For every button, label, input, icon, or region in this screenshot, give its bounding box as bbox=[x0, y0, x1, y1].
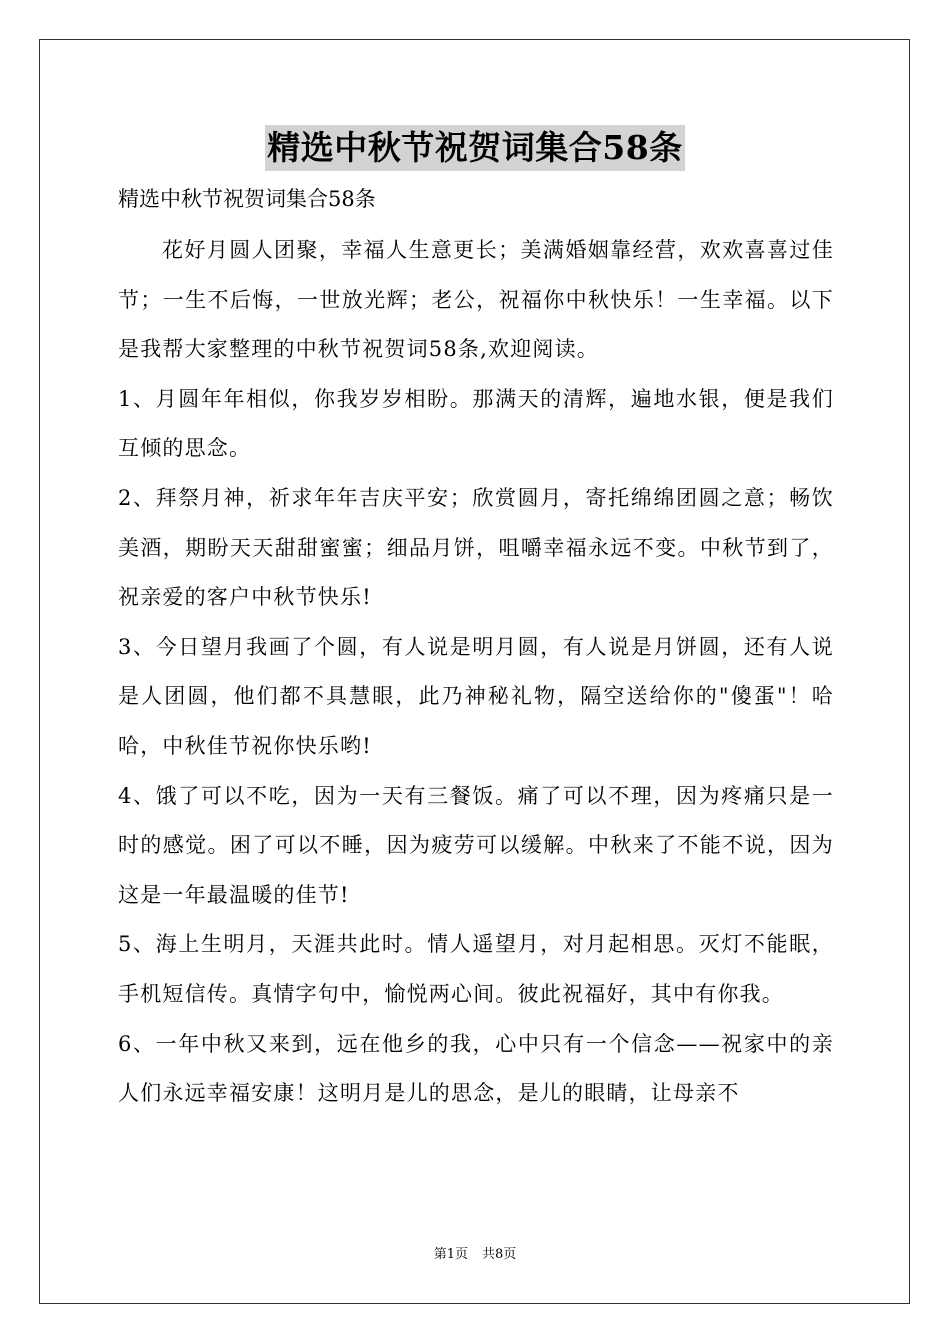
greeting-item-4: 4、饿了可以不吃，因为一天有三餐饭。痛了可以不理，因为疼痛只是一时的感觉。困了可以不睡，因为疲劳可以缓解。中秋来了不能不说，因为这是一年最温暖的佳节! bbox=[118, 783, 834, 907]
document-body bbox=[118, 226, 834, 1119]
page-number: 第1页 bbox=[433, 1247, 468, 1262]
greeting-item-6: 6、一年中秋又来到，远在他乡的我，心中只有一个信念——祝家中的亲人们永远幸福安康！这明月是儿的思念，是儿的眼睛，让母亲不 bbox=[118, 1031, 834, 1106]
document-subtitle: 精选中秋节祝贺词集合58条 bbox=[118, 187, 376, 211]
greeting-item-1: 1、月圆年年相似，你我岁岁相盼。那满天的清辉，遍地水银，便是我们互倾的思念。 bbox=[118, 386, 834, 461]
page-footer bbox=[0, 1245, 950, 1265]
page-total: 共8页 bbox=[482, 1247, 517, 1262]
title-container bbox=[0, 125, 950, 171]
greeting-item-3: 3、今日望月我画了个圆，有人说是明月圆，有人说是月饼圆，还有人说是人团圆，他们都不具慧眼，此乃神秘礼物，隔空送给你的"傻蛋"！哈哈，中秋佳节祝你快乐哟! bbox=[118, 634, 834, 758]
intro-paragraph: 花好月圆人团聚，幸福人生意更长；美满婚姻靠经营，欢欢喜喜过佳节；一生不后悔，一世放光辉；老公，祝福你中秋快乐！一生幸福。以下是我帮大家整理的中秋节祝贺词58条,欢迎阅读。 bbox=[118, 238, 834, 362]
greeting-item-2: 2、拜祭月神，祈求年年吉庆平安；欣赏圆月，寄托绵绵团圆之意；畅饮美酒，期盼天天甜甜蜜蜜；细品月饼，咀嚼幸福永远不变。中秋节到了，祝亲爱的客户中秋节快乐! bbox=[118, 485, 834, 610]
greeting-item-5: 5、海上生明月，天涯共此时。情人遥望月，对月起相思。灭灯不能眠，手机短信传。真情字句中，愉悦两心间。彼此祝福好，其中有你我。 bbox=[118, 932, 834, 1006]
document-title: 精选中秋节祝贺词集合58条 bbox=[265, 125, 684, 171]
